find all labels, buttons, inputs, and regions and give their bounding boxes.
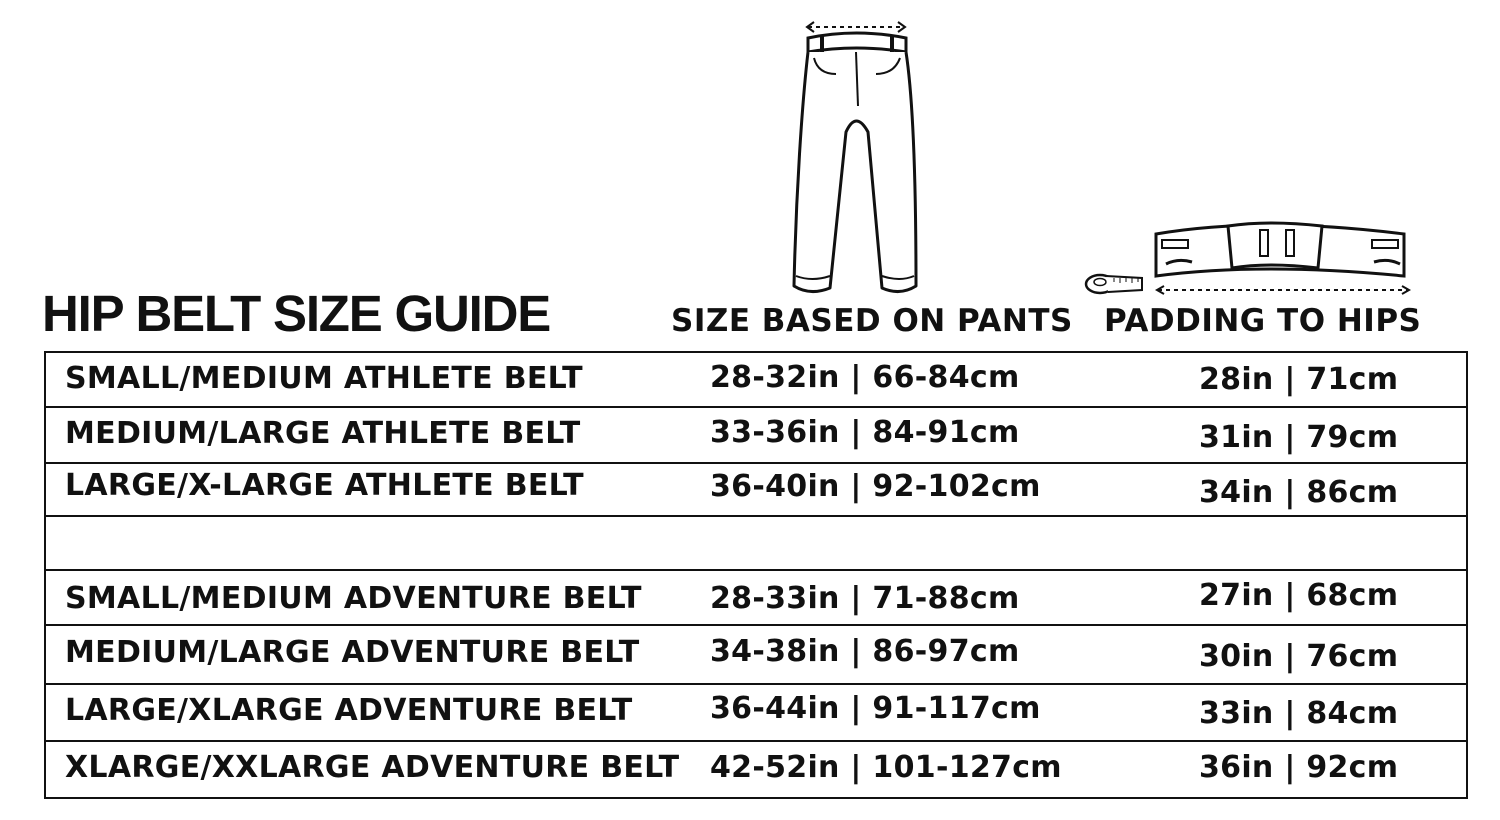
row-pants-size: 36-44in | 91-117cm bbox=[710, 691, 1041, 726]
row-pants-size: 28-33in | 71-88cm bbox=[710, 581, 1020, 616]
row-size-name: LARGE/XLARGE ADVENTURE BELT bbox=[65, 693, 633, 728]
row-hip-padding: 34in | 86cm bbox=[1199, 475, 1399, 510]
row-hip-padding: 28in | 71cm bbox=[1199, 362, 1399, 397]
row-size-name: MEDIUM/LARGE ADVENTURE BELT bbox=[65, 635, 640, 670]
row-pants-size: 33-36in | 84-91cm bbox=[710, 415, 1020, 450]
table-row bbox=[46, 353, 1466, 408]
row-size-name: LARGE/X-LARGE ATHLETE BELT bbox=[65, 468, 584, 503]
hip-belt-measure-icon bbox=[1082, 206, 1422, 298]
page-title: HIP BELT SIZE GUIDE bbox=[42, 285, 551, 342]
row-pants-size: 36-40in | 92-102cm bbox=[710, 469, 1041, 504]
row-hip-padding: 31in | 79cm bbox=[1199, 420, 1399, 455]
table-row bbox=[46, 685, 1466, 742]
row-hip-padding: 33in | 84cm bbox=[1199, 696, 1399, 731]
table-row bbox=[46, 742, 1466, 799]
table-row bbox=[46, 626, 1466, 685]
pants-waist-measure-icon bbox=[780, 14, 940, 304]
row-hip-padding: 30in | 76cm bbox=[1199, 639, 1399, 674]
measuring-tape-icon bbox=[1086, 275, 1142, 293]
row-hip-padding: 27in | 68cm bbox=[1199, 578, 1399, 613]
table-row bbox=[46, 408, 1466, 464]
row-size-name: SMALL/MEDIUM ATHLETE BELT bbox=[65, 361, 583, 396]
row-pants-size: 28-32in | 66-84cm bbox=[710, 360, 1020, 395]
table-row bbox=[46, 571, 1466, 626]
table-row bbox=[46, 464, 1466, 517]
row-hip-padding: 36in | 92cm bbox=[1199, 750, 1399, 785]
table-row-spacer bbox=[46, 517, 1466, 571]
column-header-hips: PADDING TO HIPS bbox=[1104, 303, 1422, 339]
row-pants-size: 42-52in | 101-127cm bbox=[710, 750, 1062, 785]
row-size-name: XLARGE/XXLARGE ADVENTURE BELT bbox=[65, 750, 680, 785]
column-header-pants: SIZE BASED ON PANTS bbox=[671, 303, 1073, 339]
row-size-name: MEDIUM/LARGE ATHLETE BELT bbox=[65, 416, 581, 451]
size-table bbox=[44, 351, 1468, 799]
row-size-name: SMALL/MEDIUM ADVENTURE BELT bbox=[65, 581, 642, 616]
row-pants-size: 34-38in | 86-97cm bbox=[710, 634, 1020, 669]
